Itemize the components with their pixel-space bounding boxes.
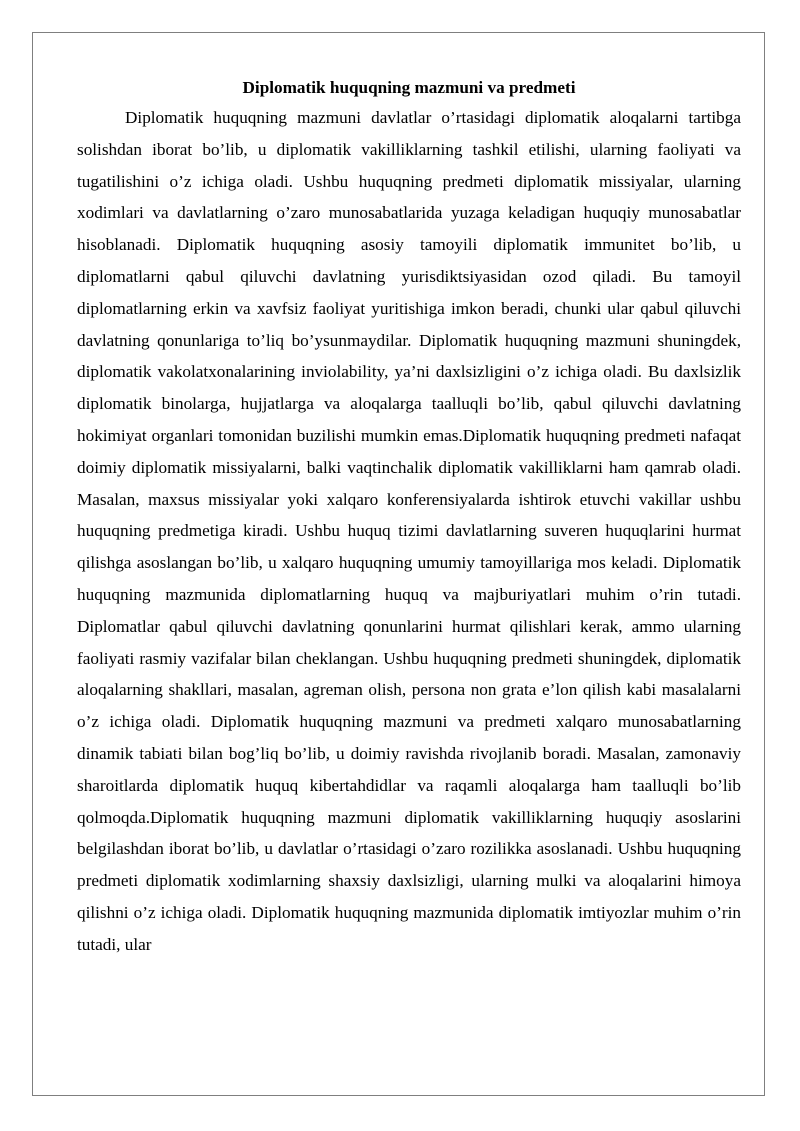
document-body — [77, 74, 741, 961]
body-paragraph: Diplomatik huquqning mazmuni davlatlar o’rtasidagi diplomatik aloqalarni tartibga solishdan iborat bo’lib, u diplomatik vakilliklarning tashkil etilishi, ularning faoliyati va tugatilishini o’z ichiga oladi. Ushbu huquqning predmeti diplomatik missiyalar, ularning xodimlari va davlatlarning o’zaro munosabatlarida yuzaga keladigan huquqiy munosabatlar hisoblanadi. Diplomatik huquqning asosiy tamoyili diplomatik immunitet bo’lib, u diplomatlarni qabul qiluvchi davlatning yurisdiktsiyasidan ozod qiladi. Bu tamoyil diplomatlarning erkin va xavfsiz faoliyat yuritishiga imkon beradi, chunki ular qabul qiluvchi davlatning qonunlariga to’liq bo’ysunmaydilar. Diplomatik huquqning mazmuni shuningdek, diplomatik vakolatxonalarining inviolability, ya’ni daxlsizligini o’z ichiga oladi. Bu daxlsizlik diplomatik binolarga, hujjatlarga va aloqalarga taalluqli bo’lib, qabul qiluvchi davlatning hokimiyat organlari tomonidan buzilishi mumkin emas.Diplomatik huquqning predmeti nafaqat doimiy diplomatik missiyalarni, balki vaqtinchalik diplomatik vakilliklarni ham qamrab oladi. Masalan, maxsus missiyalar yoki xalqaro konferensiyalarda ishtirok etuvchi vakillar ushbu huquqning predmetiga kiradi. Ushbu huquq tizimi davlatlarning suveren huquqlarini hurmat qilishga asoslangan bo’lib, u xalqaro huquqning umumiy tamoyillariga mos keladi. Diplomatik huquqning mazmunida diplomatlarning huquq va majburiyatlari muhim o’rin tutadi. Diplomatlar qabul qiluvchi davlatning qonunlarini hurmat qilishlari kerak, ammo ularning faoliyati rasmiy vazifalar bilan cheklangan. Ushbu huquqning predmeti shuningdek, diplomatik aloqalarning shakllari, masalan, agreman olish, persona non grata e’lon qilish kabi masalalarni o’z ichiga oladi. Diplomatik huquqning mazmuni va predmeti xalqaro munosabatlarning dinamik tabiati bilan bog’liq bo’lib, u doimiy ravishda rivojlanib boradi. Masalan, zamonaviy sharoitlarda diplomatik huquq kibertahdidlar va raqamli aloqalarga ham taalluqli bo’lib qolmoqda.Diplomatik huquqning mazmuni diplomatik vakilliklarning huquqiy asoslarini belgilashdan iborat bo’lib, u davlatlar o’rtasidagi o’zaro rozilikka asoslanadi. Ushbu huquqning predmeti diplomatik xodimlarning shaxsiy daxlsizligi, ularning mulki va aloqalarini himoya qilishni o’z ichiga oladi. Diplomatik huquqning mazmunida diplomatik imtiyozlar muhim o’rin tutadi, ular — [77, 108, 741, 954]
document-title: Diplomatik huquqning mazmuni va predmeti — [242, 78, 576, 97]
